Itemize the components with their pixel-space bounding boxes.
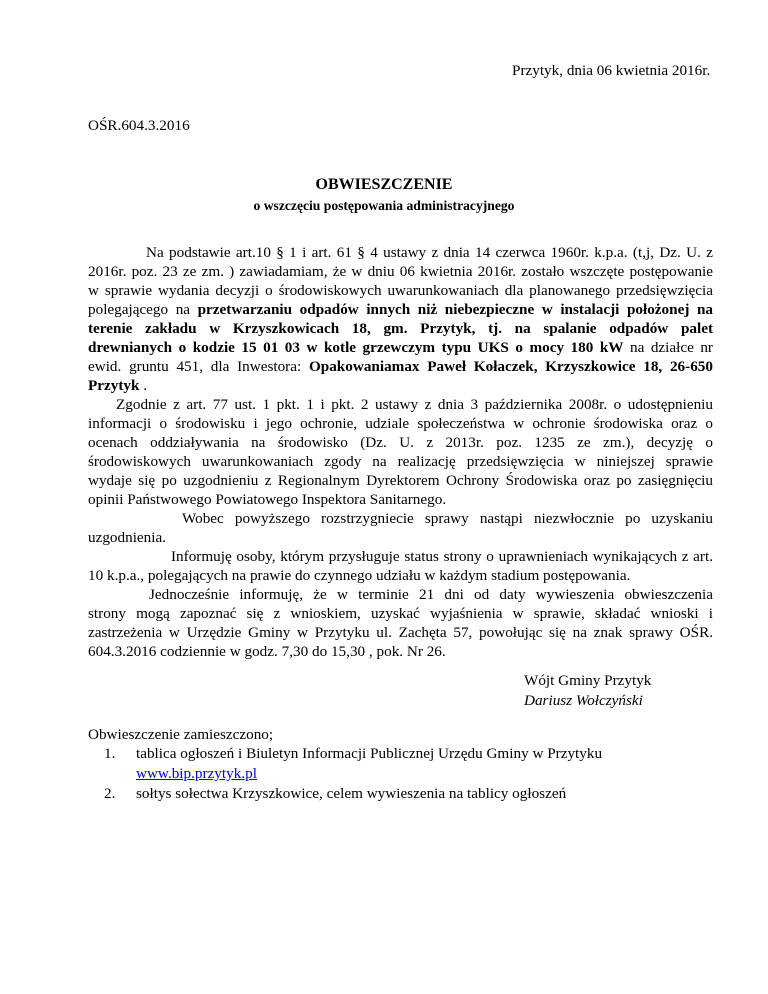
distribution-intro: Obwieszczenie zamieszczono; bbox=[88, 726, 274, 743]
body-line: Na podstawie art.10 § 1 i art. 61 § 4 ustawy z dnia 14 czerwca 1960r. k.p.a. (t,j, Dz. U. z bbox=[146, 244, 713, 261]
body-line: zastrzeżenia w Urzędzie Gminy w Przytyku ul. Zachęta 57, powołując się na znak sprawy OŚR. bbox=[88, 624, 713, 641]
body-line: Zgodnie z art. 77 ust. 1 pkt. 1 i pkt. 2 ustawy z dnia 3 października 2008r. o udostępnieniu bbox=[116, 396, 713, 413]
body-line: Informuję osoby, którym przysługuje status strony o uprawnieniach wynikających z art. bbox=[171, 548, 713, 565]
list-number: 1. bbox=[104, 745, 116, 762]
body-line: Przytyk . bbox=[88, 377, 148, 394]
body-line: 2016r. poz. 23 ze zm. ) zawiadamiam, że w dniu 06 kwietnia 2016r. zostało wszczęte postępowanie bbox=[88, 263, 713, 280]
body-line: ewid. gruntu 451, dla Inwestora: Opakowaniamax Paweł Kołaczek, Krzyszkowice 18, 26-650 bbox=[88, 358, 713, 375]
body-line: terenie zakładu w Krzyszkowicach 18, gm. Przytyk, tj. na spalanie odpadów palet bbox=[88, 320, 713, 337]
case-reference: OŚR.604.3.2016 bbox=[88, 117, 190, 134]
bip-link[interactable]: www.bip.przytyk.pl bbox=[136, 765, 257, 782]
document-subtitle: o wszczęciu postępowania administracyjnego bbox=[253, 198, 515, 213]
body-line: Wobec powyższego rozstrzygniecie sprawy nastąpi niezwłocznie po uzyskaniu bbox=[182, 510, 713, 527]
list-text: tablica ogłoszeń i Biuletyn Informacji Publicznej Urzędu Gminy w Przytyku bbox=[136, 745, 603, 762]
body-line: drewnianych o kodzie 15 01 03 w kotle grzewczym typu UKS o mocy 180 kW na działce nr bbox=[88, 339, 713, 356]
body-line: informacji o środowisku i jego ochronie, udziale społeczeństwa w ochronie środowiska oraz o bbox=[88, 415, 713, 432]
body-line: Jednocześnie informuję, że w terminie 21 dni od daty wywieszenia obwieszczenia bbox=[149, 586, 713, 603]
place-date: Przytyk, dnia 06 kwietnia 2016r. bbox=[512, 62, 711, 79]
signature-name: Dariusz Wołczyński bbox=[524, 692, 643, 709]
list-number: 2. bbox=[104, 785, 116, 802]
document-title: OBWIESZCZENIE bbox=[315, 176, 453, 193]
body-line: ocenach oddziaływania na środowisko (Dz. U. z 2013r. poz. 1235 ze zm.), decyzję o bbox=[88, 434, 713, 451]
body-line: uzgodnienia. bbox=[88, 529, 167, 546]
body-line: wydaje się po uzgodnieniu z Regionalnym Dyrektorem Ochrony Środowiska oraz po zasięgnięciu bbox=[88, 472, 713, 489]
body-line: polegającego na przetwarzaniu odpadów innych niż niebezpieczne w instalacji położonej na bbox=[88, 301, 714, 318]
body-line: strony mogą zapoznać się z wnioskiem, uzyskać wyjaśnienia w sprawie, składać wnioski i bbox=[88, 605, 713, 622]
body-line: środowiskowych uwarunkowaniach zgody na realizację przedsięwzięcia w niniejszej sprawie bbox=[88, 453, 713, 470]
body-line: 604.3.2016 codziennie w godz. 7,30 do 15,30 , pok. Nr 26. bbox=[88, 643, 446, 660]
body-line: 10 k.p.a., polegających na prawie do czynnego udziału w każdym stadium postępowania. bbox=[88, 567, 631, 584]
signature-title: Wójt Gminy Przytyk bbox=[524, 672, 652, 689]
body-line: w sprawie wydania decyzji o środowiskowych uwarunkowaniach dla planowanego przedsięwzięcia bbox=[88, 282, 713, 299]
body-line: opinii Państwowego Powiatowego Inspektora Sanitarnego. bbox=[88, 491, 447, 508]
list-text: sołtys sołectwa Krzyszkowice, celem wywieszenia na tablicy ogłoszeń bbox=[136, 785, 567, 802]
